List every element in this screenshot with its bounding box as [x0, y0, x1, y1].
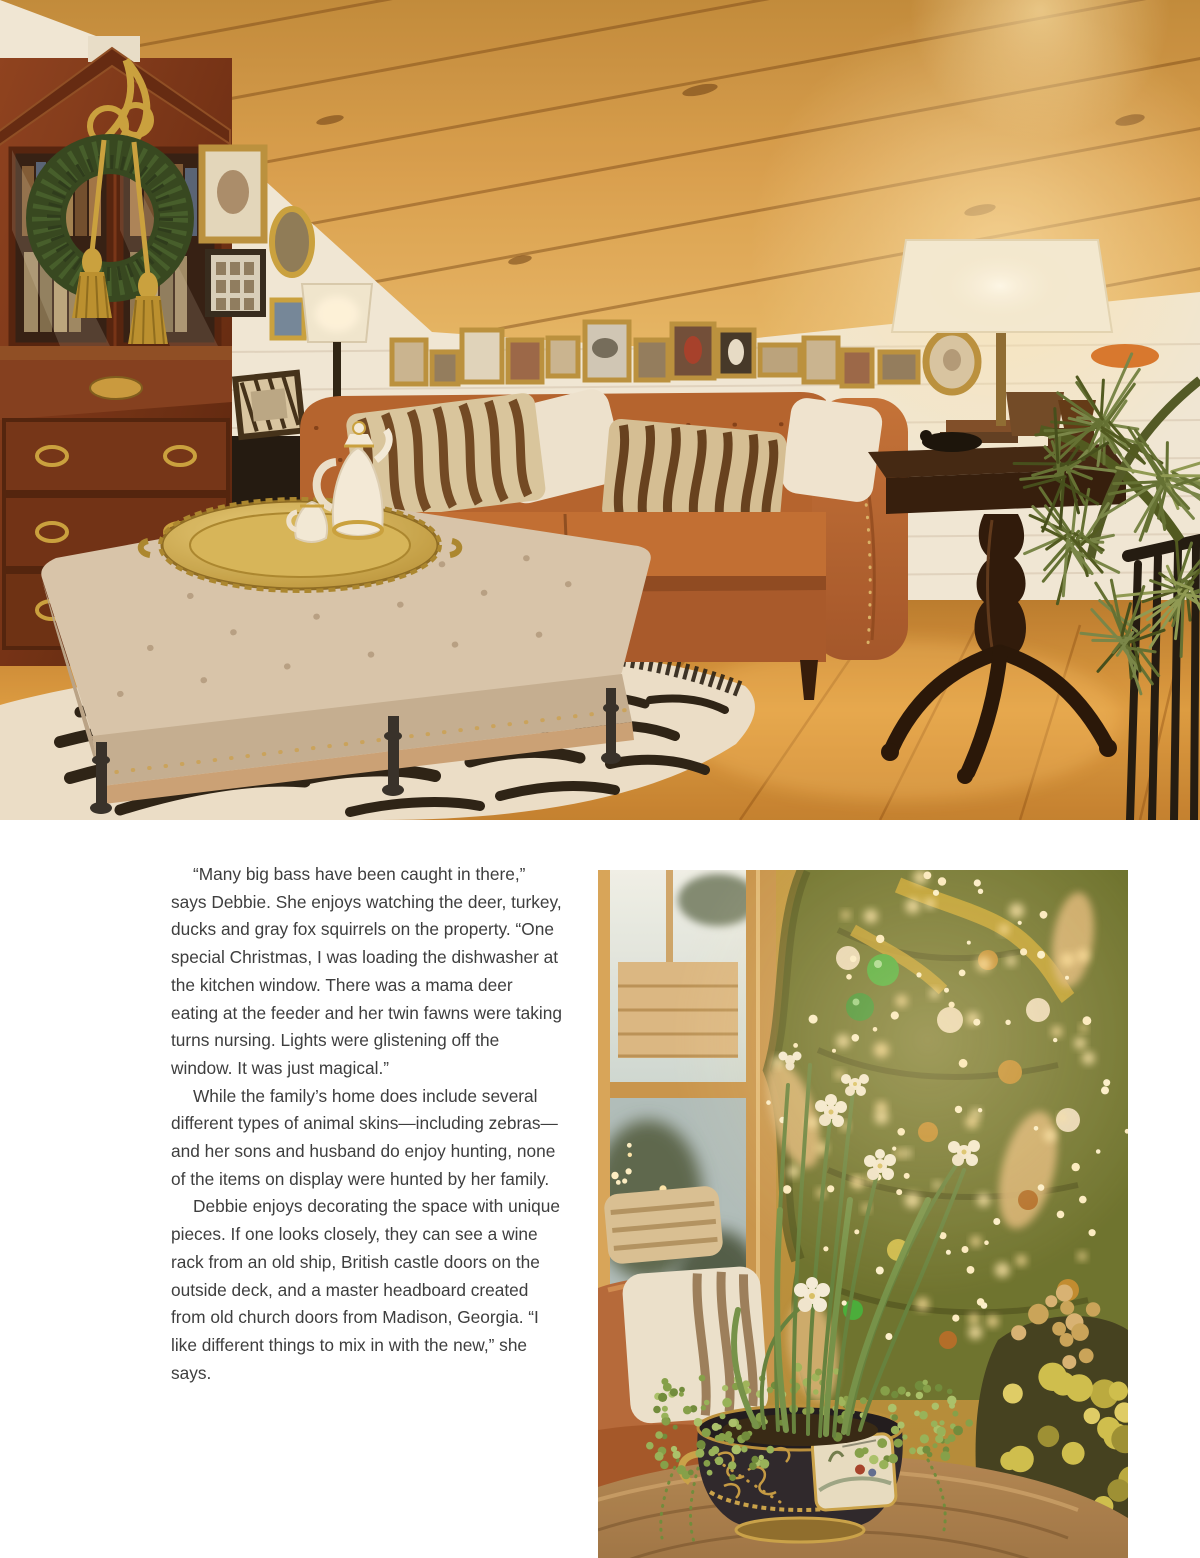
article-text [171, 861, 563, 1387]
bottom-photo-illustration [598, 870, 1128, 1558]
warm-tint [598, 870, 1128, 1558]
bottom-photo [598, 870, 1128, 1558]
paragraph-1: “Many big bass have been caught in there,” says Debbie. She enjoys watching the deer, turkey, ducks and gray fox squirrels on the property. “One special Christmas, I was loading the dishwasher at the kitchen window. There was a mama deer eating at the feeder and her twin fawns were taking turns nursing. Lights were glistening off the window. It was just magical.” [171, 864, 562, 1078]
paragraph-2: While the family’s home does include several different types of animal skins—including zebras—and her sons and husband do enjoy hunting, none of the items on display were hunted by her family. [171, 1085, 558, 1189]
paragraph-3: Debbie enjoys decorating the space with unique pieces. If one looks closely, they can see a wine rack from an old ship, British castle doors on the outside deck, and a master headboard created from old church doors from Madison, Georgia. “I like different things to mix in with the new,” she says. [171, 1196, 560, 1383]
